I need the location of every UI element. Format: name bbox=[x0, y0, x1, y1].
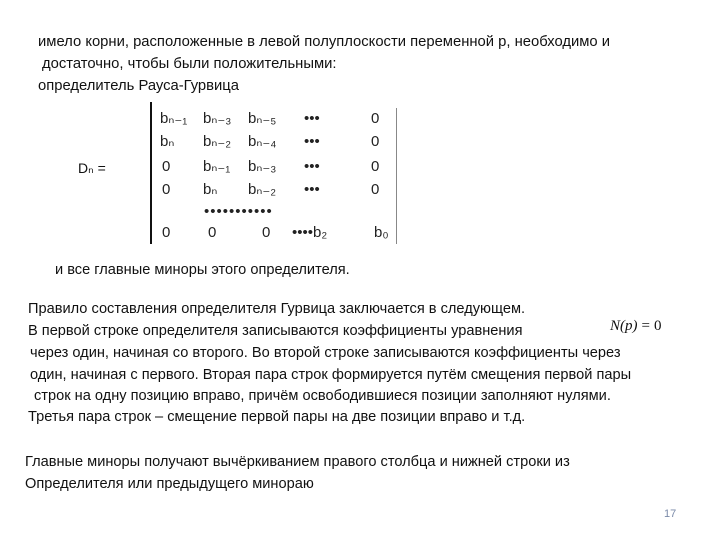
rule-line-5: строк на одну позицию вправо, причём освободившиеся позиции заполняют нулями. bbox=[34, 388, 611, 404]
page-number: 17 bbox=[664, 508, 677, 520]
rule-line-2: В первой строке определителя записываются коэффициенты уравнения bbox=[28, 323, 523, 339]
determinant-label: Dₙ = bbox=[78, 160, 106, 176]
det-cell-r2c1: bₙ bbox=[160, 133, 175, 150]
det-cell-r6c4: ••••b₂ bbox=[292, 224, 328, 241]
det-cell-r3c4: ••• bbox=[304, 158, 320, 175]
det-cell-r4c2: bₙ bbox=[203, 181, 218, 198]
det-cell-r4c1: 0 bbox=[162, 181, 171, 198]
intro-line-3: определитель Рауса-Гурвица bbox=[38, 78, 239, 94]
det-cell-r1c3: bₙ₋₅ bbox=[248, 110, 277, 127]
formula-rhs: 0 bbox=[653, 318, 662, 334]
det-cell-r6c2: 0 bbox=[208, 224, 217, 241]
det-cell-r3c3: bₙ₋₃ bbox=[248, 158, 277, 175]
det-cell-r3c2: bₙ₋₁ bbox=[203, 158, 231, 175]
intro-line-1: имело корни, расположенные в левой полуплоскости переменной p, необходимо и bbox=[38, 34, 611, 50]
det-cell-r6c3: 0 bbox=[262, 224, 271, 241]
formula-np bbox=[610, 318, 661, 335]
det-cell-r4c4: ••• bbox=[304, 181, 320, 198]
rule-line-3: через один, начиная со второго. Во второй строке записываются коэффициенты через bbox=[30, 345, 621, 361]
minors-rule-line-2: Определителя или предыдущего минораю bbox=[25, 476, 314, 492]
det-cell-r2c2: bₙ₋₂ bbox=[203, 133, 232, 150]
formula-lhs: N(p) bbox=[610, 318, 638, 334]
formula-equals: = bbox=[641, 318, 650, 334]
rule-line-6: Третья пара строк – смещение первой пары на две позиции вправо и т.д. bbox=[28, 409, 526, 425]
rule-line-4: один, начиная с первого. Вторая пара строк формируется путём смещения первой пары bbox=[30, 367, 632, 383]
det-cell-r2c3: bₙ₋₄ bbox=[248, 133, 277, 150]
hurwitz-determinant bbox=[0, 0, 720, 260]
det-dots-row: ••••••••••• bbox=[204, 203, 273, 220]
det-cell-r6c5: b₀ bbox=[374, 224, 389, 241]
det-cell-r6c1: 0 bbox=[162, 224, 171, 241]
det-cell-r2c5: 0 bbox=[371, 133, 380, 150]
det-cell-r3c5: 0 bbox=[371, 158, 380, 175]
det-cell-r2c4: ••• bbox=[304, 133, 320, 150]
determinant-right-bar bbox=[396, 108, 397, 244]
intro-line-2: достаточно, чтобы были положительными: bbox=[42, 56, 337, 72]
det-cell-r4c3: bₙ₋₂ bbox=[248, 181, 277, 198]
minors-sentence: и все главные миноры этого определителя. bbox=[55, 262, 350, 278]
det-cell-r1c5: 0 bbox=[371, 110, 380, 127]
det-cell-r4c5: 0 bbox=[371, 181, 380, 198]
det-cell-r1c1: bₙ₋₁ bbox=[160, 110, 188, 127]
determinant-left-bar bbox=[150, 102, 152, 244]
det-cell-r1c4: ••• bbox=[304, 110, 320, 127]
rule-line-1: Правило составления определителя Гурвица заключается в следующем. bbox=[28, 301, 526, 317]
minors-rule-line-1: Главные миноры получают вычёркиванием правого столбца и нижней строки из bbox=[25, 454, 570, 470]
det-cell-r1c2: bₙ₋₃ bbox=[203, 110, 232, 127]
det-cell-r3c1: 0 bbox=[162, 158, 171, 175]
